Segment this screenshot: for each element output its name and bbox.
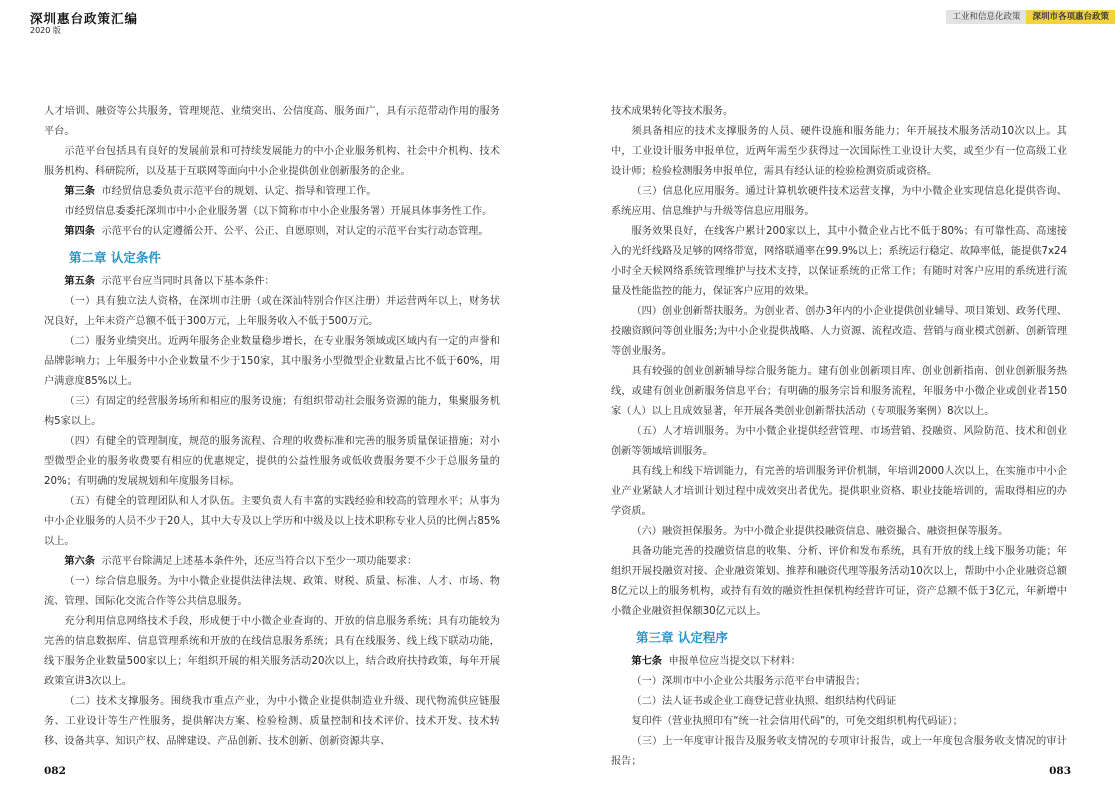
paragraph: 具备功能完善的投融资信息的收集、分析、评价和发布系统，具有开放的线上线下服务功能；年组织开展投融资对接、企业融资策划、推荐和融资代理等服务活动10次以上，帮助中小企业融资总额8亿元以上的服务机构，或持有有效的融资性担保机构经营许可证，资产总额不低于3亿元，年新增中小微企业融资担保额30亿元以上。	[611, 546, 1067, 617]
article-text: 示范平台除满足上述基本条件外，还应当符合以下至少一项功能要求：	[101, 556, 418, 567]
article-paragraph	[44, 222, 500, 242]
article-label: 第七条	[631, 656, 662, 667]
paragraph: （四）创业创新帮扶服务。为创业者、创办3年内的小企业提供创业辅导、项目策划、政务代理、投融资顾问等创业服务;为中小企业提供战略、人力资源、流程改造、营销与商业模式创新、创新管理等创业服务。	[611, 306, 1067, 357]
paragraph: （二）法人证书或企业工商登记营业执照、组织结构代码证	[631, 696, 897, 707]
article-label: 第四条	[64, 226, 95, 237]
paragraph: 具有线上和线下培训能力，有完善的培训服务评价机制，年培训2000人次以上，在实施市中小企业产业紧缺人才培训计划过程中成效突出者优先。提供职业资格、职业技能培训的，需取得相应的办学资质。	[611, 466, 1067, 517]
article-paragraph	[44, 272, 500, 292]
paragraph: （三）上一年度审计报告及服务收支情况的专项审计报告，或上一年度包含服务收支情况的审计报告；	[611, 736, 1067, 767]
paragraph: （六）融资担保服务。为中小微企业提供投融资信息、融资撮合、融资担保等服务。	[631, 526, 1009, 537]
paragraph: （四）有健全的管理制度，规范的服务流程、合理的收费标准和完善的服务质量保证措施；对小型微型企业的服务收费要有相应的优惠规定，提供的公益性服务或低收费服务要不少于总服务量的20%；有明确的发展规划和年度服务目标。	[44, 436, 500, 487]
paragraph: 市经贸信息委委托深圳市中小企业服务署（以下简称市中小企业服务署）开展具体事务性工作。	[64, 206, 493, 217]
article-paragraph	[611, 652, 1067, 672]
article-text: 示范平台应当同时具备以下基本条件：	[101, 276, 275, 287]
paragraph: （二）服务业绩突出。近两年服务企业数量稳步增长，在专业服务领域或区域内有一定的声誉和品牌影响力；上年服务中小企业数量不少于150家，其中服务小型微型企业数量占比不低于60%，用户满意度85%以上。	[44, 336, 500, 387]
paragraph: 须具备相应的技术支撑服务的人员、硬件设施和服务能力；年开展技术服务活动10次以上。其中，工业设计服务申报单位，近两年需至少获得过一次国际性工业设计大奖，或至少有一位高级工业设计师；检验检测服务申报单位，需具有经认证的检验检测资质或资格。	[611, 126, 1067, 177]
paragraph: 技术成果转化等技术服务。	[611, 106, 734, 117]
article-text: 申报单位应当提交以下材料：	[668, 656, 801, 667]
article-label: 第三条	[64, 186, 95, 197]
paragraph: （三）信息化应用服务。通过计算机软硬件技术运营支撑，为中小微企业实现信息化提供咨询、系统应用、信息维护与升级等信息应用服务。	[611, 186, 1067, 217]
paragraph: （三）有固定的经营服务场所和相应的服务设施；有组织带动社会服务资源的能力，集聚服务机构5家以上。	[44, 396, 500, 427]
article-label: 第六条	[64, 556, 95, 567]
paragraph: （一）深圳市中小企业公共服务示范平台申请报告；	[631, 676, 866, 687]
tab-shenzhen-policy[interactable]: 深圳市各项惠台政策	[1026, 10, 1115, 24]
page-number-right: 083	[1049, 765, 1071, 777]
tab-industry-policy[interactable]: 工业和信息化政策	[946, 10, 1026, 24]
header-year: 2020 版	[30, 26, 61, 35]
header-title: 深圳惠台政策汇编	[30, 11, 139, 26]
paragraph: （一）具有独立法人资格，在深圳市注册（或在深汕特别合作区注册）并运营两年以上，财务状况良好，上年末资产总额不低于300万元，上年服务收入不低于500万元。	[44, 296, 500, 327]
paragraph: 服务效果良好，在线客户累计200家以上，其中小微企业占比不低于80%；有可靠性高、高速接入的光纤线路及足够的网络带宽，网络联通率在99.9%以上；系统运行稳定、故障率低，能提供7x24小时全天候网络系统管理维护与技术支持，以保证系统的正常工作；有随时对客户应用的系统进行流量及性能监控的能力，保证客户应用的效果。	[611, 226, 1067, 297]
article-paragraph	[44, 182, 500, 202]
article-label: 第五条	[64, 276, 95, 287]
paragraph: （五）有健全的管理团队和人才队伍。主要负责人有丰富的实践经验和较高的管理水平；从事为中小企业服务的人员不少于20人，其中大专及以上学历和中级及以上技术职称专业人员的比例占85%以上。	[44, 496, 500, 547]
chapter-heading: 第二章 认定条件	[69, 250, 161, 265]
paragraph: （五）人才培训服务。为中小微企业提供经营管理、市场营销、投融资、风险防范、技术和创业创新等领域培训服务。	[611, 426, 1067, 457]
article-text: 市经贸信息委负责示范平台的规划、认定、指导和管理工作。	[101, 186, 377, 197]
right-column	[611, 102, 1067, 772]
article-text: 示范平台的认定遵循公开、公平、公正、自愿原则，对认定的示范平台实行动态管理。	[101, 226, 489, 237]
left-column	[44, 102, 500, 752]
page-number-left: 082	[44, 765, 66, 777]
paragraph: 示范平台包括具有良好的发展前景和可持续发展能力的中小企业服务机构、社会中介机构、技术服务机构、科研院所，以及基于互联网等面向中小企业提供创业创新服务的企业。	[44, 146, 500, 177]
paragraph: 具有较强的创业创新辅导综合服务能力。建有创业创新项目库、创业创新指南、创业创新服务热线，或建有创业创新服务信息平台；有明确的服务宗旨和服务流程，年服务中小微企业或创业者150家（人）以上且成效显著，年开展各类创业创新帮扶活动（专项服务案例）8次以上。	[611, 366, 1067, 417]
article-paragraph	[44, 552, 500, 572]
paragraph: 复印件（营业执照印有“统一社会信用代码”的，可免交组织机构代码证）；	[631, 716, 963, 727]
paragraph: （一）综合信息服务。为中小微企业提供法律法规、政策、财税、质量、标准、人才、市场、物流、管理、国际化交流合作等公共信息服务。	[44, 576, 500, 607]
paragraph: 人才培训、融资等公共服务，管理规范、业绩突出、公信度高、服务面广，具有示范带动作用的服务平台。	[44, 106, 500, 137]
paragraph: 充分利用信息网络技术手段，形成便于中小微企业查询的、开放的信息服务系统；具有功能较为完善的信息数据库、信息管理系统和开放的在线信息服务系统；具有在线服务、线上线下联动功能，线下服务企业数量500家以上；年组织开展的相关服务活动20次以上，结合政府扶持政策，每年开展政策宣讲3次以上。	[44, 616, 500, 687]
header-tabs	[946, 10, 1115, 24]
paragraph: （二）技术支撑服务。围绕我市重点产业，为中小微企业提供制造业升级、现代物流供应链服务、工业设计等生产性服务，提供解决方案、检验检测、质量控制和技术评价、技术开发、技术转移、设备共享、知识产权、品牌建设、产品创新、技术创新、创新资源共享、	[44, 696, 500, 747]
chapter-heading: 第三章 认定程序	[636, 630, 728, 645]
